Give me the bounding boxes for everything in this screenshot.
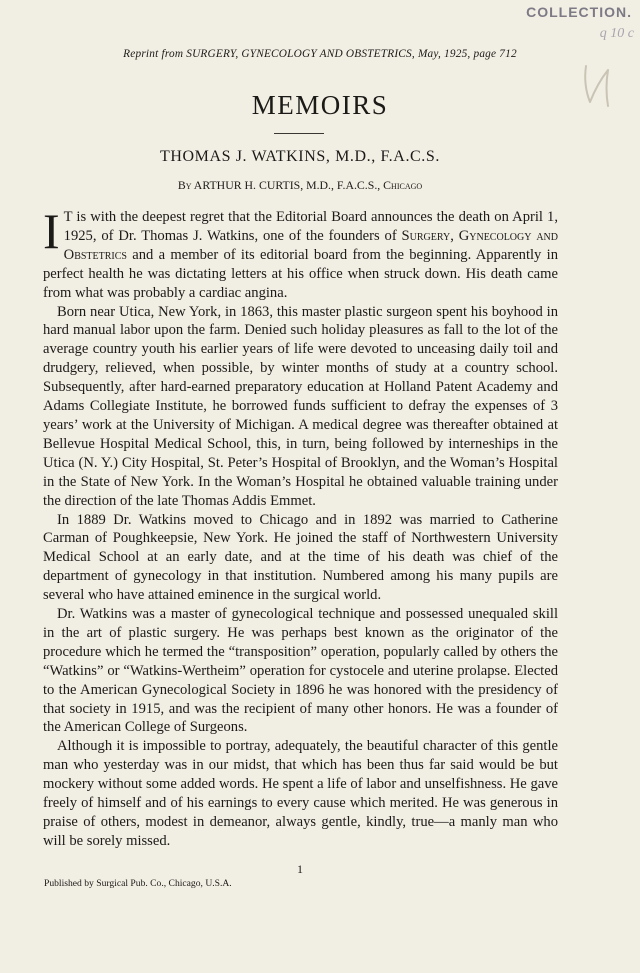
byline-author: ARTHUR H. CURTIS, M.D., F.A.C.S.,	[193, 178, 381, 192]
publisher-footer: Published by Surgical Pub. Co., Chicago, U.S.A.	[44, 878, 232, 889]
paragraph-1-text-after: and a member of its editorial board from the beginning. Apparently in perfect health he was dictating letters at his office when struck down. His death came from what was probably a cardiac angina.	[43, 246, 558, 301]
paragraph-5: Although it is impossible to portray, adequately, the beautiful character of this gentle man who yesterday was in our midst, that which has been thus far said would be but mockery without some added words. He spent a life of labor and unselfishness. He gave freely of himself and of his earnings to every cause which merited. He was generous in praise of others, modest in demeanor, always gentle, kindly, true—a manly man who will be sorely missed.	[43, 738, 558, 849]
byline-prefix: By	[177, 178, 192, 192]
page-number: 1	[297, 862, 303, 876]
collection-stamp: COLLECTION.	[526, 4, 632, 20]
drop-cap: I	[43, 203, 60, 259]
reprint-notice: Reprint from SURGERY, GYNECOLOGY AND OBSTETRICS, May, 1925, page 712	[123, 48, 517, 60]
paragraph-2: Born near Utica, New York, in 1863, this master plastic surgeon spent his boyhood in hard manual labor upon the farm. Denied such holiday pleasures as fall to the lot of the average country youth his earlier years of life were devoted to unceasing daily toil and drudgery, relieved, when possible, by winter months of study at a country school. Subsequently, after hard-earned preparatory education at Holland Patent Academy and Adams Collegiate Institute, he borrowed funds sufficient to defray the expenses of 3 years’ work at the University of Michigan. A medical degree was thereafter obtained at Bellevue Hospital Medical School, this, in turn, being followed by interneships in the Utica (N. Y.) City Hospital, St. Peter’s Hospital of Brooklyn, and the Woman’s Hospital in the State of New York. In the Woman’s Hospital he obtained valuable training under the direction of the late Thomas Addis Emmet.	[43, 303, 558, 509]
journal-name: Surgery, Gynecology and Obstetrics	[63, 227, 558, 263]
paragraph-1-text-before: T is with the deepest regret that the Editorial Board announces the death on April 1, 1925, of Dr. Thomas J. Watkins, one of the founders of	[63, 209, 558, 244]
paragraph-4: Dr. Watkins was a master of gynecological technique and possessed unequaled skill in the art of plastic surgery. He was perhaps best known as the originator of the procedure which he termed the “transposition” operation, popularly called by others the “Watkins” or “Watkins-Wertheim” operation for cystocele and uterine prolapse. Elected to the American Gynecological Society in 1896 he was honored with the presidency of that society in 1915, and was the recipient of many other honors. He was a founder of the American College of Surgeons.	[43, 606, 558, 736]
byline-city: Chicago	[383, 178, 423, 192]
paragraph-1	[43, 203, 558, 303]
paragraph-3: In 1889 Dr. Watkins moved to Chicago and in 1892 was married to Catherine Carman of Poughkeepsie, New York. He joined the staff of Northwestern University Medical School at an early date, and at the time of his death was chief of the department of gynecology in that institution. Numbered among his many pupils are several who have attained eminence in the surgical world.	[43, 511, 558, 604]
memoir-subject: THOMAS J. WATKINS, M.D., F.A.C.S.	[159, 148, 441, 165]
title-divider	[274, 133, 324, 134]
byline	[0, 178, 600, 193]
page-title: MEMOIRS	[251, 90, 389, 120]
article-body	[43, 203, 558, 851]
handwritten-shelf-note: q 10 c	[599, 26, 634, 41]
